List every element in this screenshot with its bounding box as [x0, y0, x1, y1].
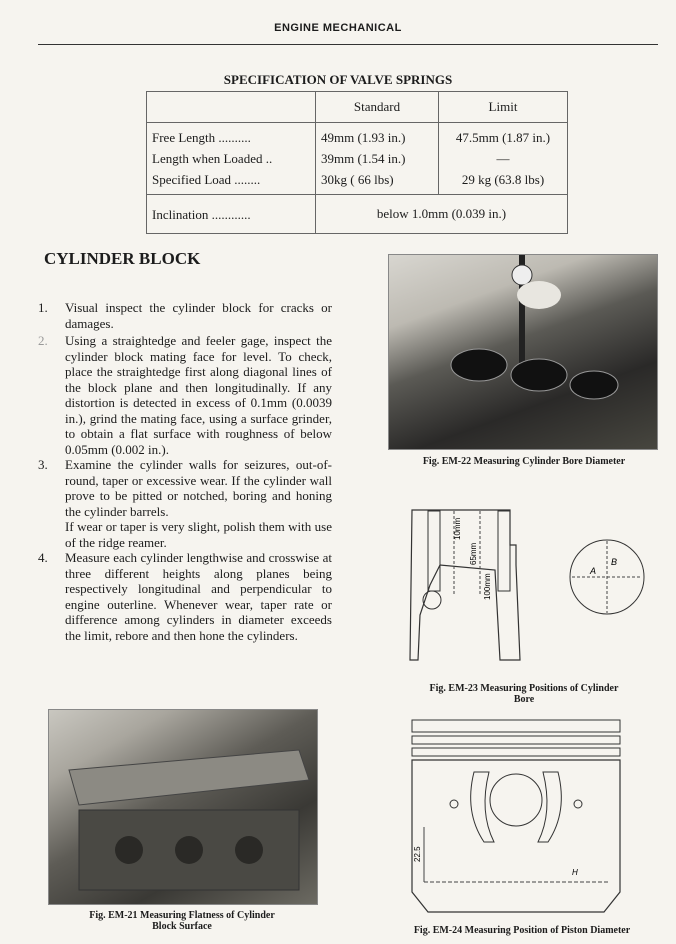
table-header-row: [147, 92, 568, 123]
header-rule: [38, 44, 658, 45]
caption-line: Fig. EM-23 Measuring Positions of Cylinder: [429, 683, 619, 694]
col-limit-header: Limit: [439, 92, 568, 123]
spec-table-title: SPECIFICATION OF VALVE SPRINGS: [223, 72, 453, 87]
row-label: Specified Load ........: [152, 172, 261, 187]
label-a: A: [590, 566, 597, 576]
list-item: [38, 333, 332, 457]
bore-gauge-illustration: [389, 255, 657, 449]
standard-value: 30kg ( 66 lbs): [321, 172, 394, 187]
table-row: [147, 123, 568, 195]
label-b: B: [611, 557, 618, 567]
limit-value: 29 kg (63.8 lbs): [461, 172, 545, 187]
dim-22-5: 22.5: [413, 846, 422, 862]
cylinder-bore-positions-diagram: [400, 505, 650, 675]
step-text: Examine the cylinder walls for seizures, out-of-round, taper or excessive wear. If the cylinder wall prove to be pitted or notched, boring and honing the cylinder barrels.: [65, 457, 332, 519]
dim-65mm: 65mm: [469, 542, 478, 565]
caption-line: Fig. EM-21 Measuring Flatness of Cylinder: [89, 910, 275, 921]
piston-diameter-diagram: [404, 712, 628, 922]
table-header-blank: [147, 92, 316, 123]
step-text: If wear or taper is very slight, polish them with use of the ridge reamer.: [65, 519, 332, 550]
row-labels-cell: [147, 123, 316, 195]
label-h: H: [572, 868, 578, 877]
limit-value: —: [496, 151, 510, 166]
limit-values-cell: [439, 123, 568, 195]
procedure-steps: [38, 300, 332, 643]
step-number: 1.: [38, 300, 48, 315]
step-number: 3.: [38, 457, 48, 472]
list-item: [38, 300, 332, 331]
photo-cylinder-block-flatness: [48, 709, 318, 905]
row-label: Free Length ..........: [152, 130, 251, 145]
caption-line: Bore: [513, 694, 535, 705]
list-item: [38, 550, 332, 643]
figure-caption-em22: Fig. EM-22 Measuring Cylinder Bore Diameter: [422, 456, 626, 467]
inclination-label: Inclination ............: [147, 195, 316, 234]
dim-10mm: 10mm: [453, 517, 462, 540]
dim-100mm: 100mm: [483, 573, 492, 600]
col-standard-header: Standard: [316, 92, 439, 123]
inclination-value: below 1.0mm (0.039 in.): [316, 195, 568, 234]
step-number: 4.: [38, 550, 48, 565]
step-text: Measure each cylinder lengthwise and crosswise at three different heights along planes being respectively longitudinal and perpendicular to engine outerline. Whenever wear, taper rate or difference among cylinders in diameter exceeds the limit, rebore and then hone the cylinders.: [65, 550, 332, 643]
page-header: ENGINE MECHANICAL: [274, 22, 402, 34]
limit-value: 47.5mm (1.87 in.): [455, 130, 551, 145]
valve-spring-spec-table: [146, 91, 568, 234]
step-text: Visual inspect the cylinder block for cracks or damages.: [65, 300, 332, 331]
row-label: Length when Loaded ..: [152, 151, 273, 166]
caption-line: Block Surface: [152, 921, 212, 932]
standard-value: 39mm (1.54 in.): [321, 151, 406, 166]
standard-values-cell: [316, 123, 439, 195]
flatness-check-illustration: [49, 710, 317, 904]
table-row-inclination: [147, 195, 568, 234]
photo-cylinder-bore-gauge: [388, 254, 658, 450]
figure-caption-em21: [44, 910, 320, 932]
list-item: [38, 457, 332, 550]
section-title: CYLINDER BLOCK: [44, 249, 201, 268]
step-text: Using a straightedge and feeler gage, inspect the cylinder block mating face for level. To check, place the straightedge first along diagonal lines of the block plane and then longitudinally. If any distortion is detected in excess of 0.1mm (0.0039 in.), grind the mating face, using a surface grinder, to obtain a flat surface with roughness of below 0.05mm (0.002 in.).: [65, 333, 332, 457]
figure-caption-em24: Fig. EM-24 Measuring Position of Piston Diameter: [413, 925, 631, 936]
step-number: 2.: [38, 333, 48, 348]
standard-value: 49mm (1.93 in.): [321, 130, 406, 145]
figure-caption-em23: [392, 683, 656, 705]
